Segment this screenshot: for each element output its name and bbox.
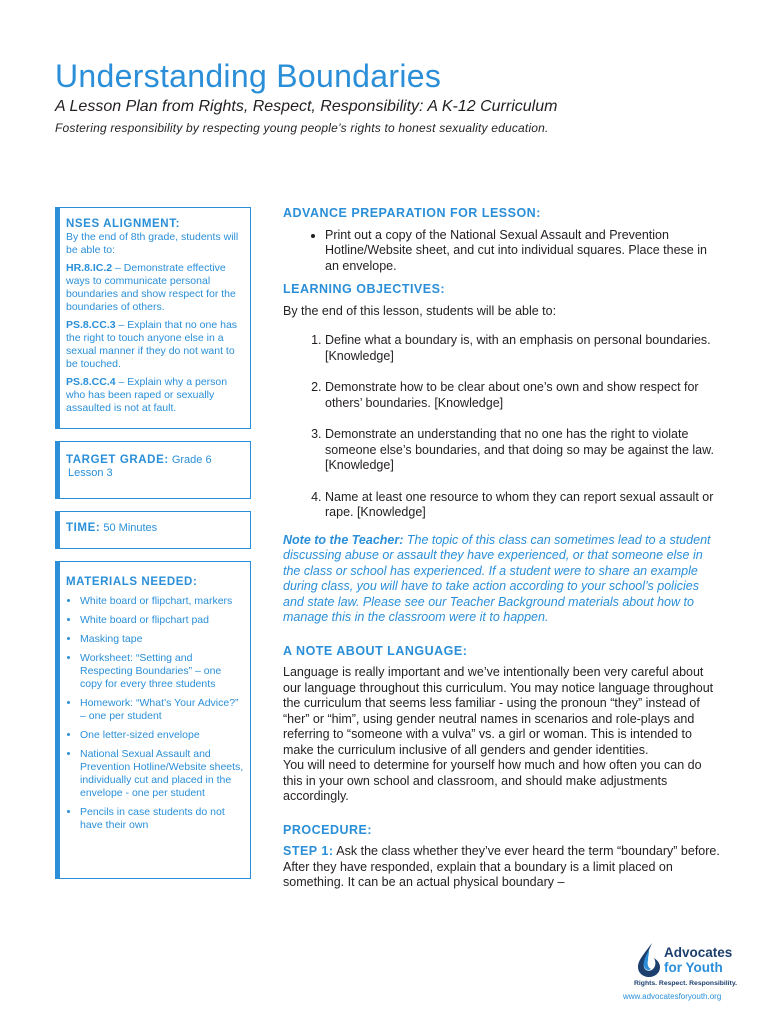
- nses-intro: By the end of 8th grade, students will be able to:: [66, 231, 239, 256]
- materials-list: [66, 595, 244, 832]
- standard-code: HR.8.IC.2: [66, 262, 113, 274]
- list-item: • Print out a copy of the National Sexual Assault and Prevention Hotline/Website sheet, and cut into individual squares. Place these in an envelope.: [325, 228, 723, 275]
- page-subtitle: A Lesson Plan from Rights, Respect, Responsibility: A K-12 Curriculum: [55, 98, 558, 115]
- language-heading: A NOTE ABOUT LANGUAGE:: [283, 643, 468, 658]
- step-text: Ask the class whether they’ve ever heard the term “boundary” before. After they have responded, explain that a boundary is a limit placed on something. It can be an actual physical boundary –: [283, 844, 720, 889]
- nses-standard: [66, 376, 244, 415]
- time-value: 50 Minutes: [100, 522, 158, 534]
- list-item: • National Sexual Assault and Prevention Hotline/Website sheets, individually cut and placed in the envelope - one per student: [80, 748, 244, 800]
- advance-prep-list: [283, 228, 723, 275]
- standard-code: PS.8.CC.4: [66, 376, 116, 388]
- standard-text: – Explain that no one has the right to touch anyone else in a sexual manner if they do not want to be touched.: [66, 319, 238, 370]
- nses-heading: NSES ALIGNMENT:: [66, 218, 180, 230]
- list-item: • One letter-sized envelope: [80, 729, 244, 742]
- standard-text: – Demonstrate effective ways to communicate personal boundaries and show respect for the boundaries of others.: [66, 262, 236, 313]
- list-item: • Masking tape: [80, 633, 244, 646]
- main-content: [283, 206, 723, 891]
- target-grade-value: Grade 6: [168, 454, 212, 466]
- logo-tagline: Rights. Respect. Responsibility.: [634, 980, 737, 987]
- teacher-note: [283, 533, 723, 626]
- nses-alignment-box: [55, 207, 251, 429]
- teacher-note-label: Note to the Teacher:: [283, 532, 404, 547]
- time-heading: TIME:: [66, 522, 101, 534]
- website-link[interactable]: www.advocatesforyouth.org: [623, 992, 722, 1001]
- objectives-intro: By the end of this lesson, students will be able to:: [283, 303, 557, 318]
- list-item: • Worksheet: “Setting and Respecting Boundaries” – one copy for every three students: [80, 652, 244, 691]
- lesson-number: Lesson 3: [68, 467, 113, 479]
- nses-standard: [66, 262, 244, 314]
- materials-box: [55, 561, 251, 879]
- page-title: Understanding Boundaries: [55, 58, 442, 94]
- time-box: [55, 511, 251, 549]
- target-grade-box: [55, 441, 251, 499]
- teacher-note-text: The topic of this class can sometimes lead to a student discussing abuse or assault they have experienced, or that someone else in the class or school has experienced. If a student were to share an example during class, you will have to take action according to your school’s policies and state law. Please see our Teacher Background materials about how to manage this in the classroom were it to happen.: [283, 532, 711, 624]
- target-grade-heading: TARGET GRADE:: [66, 454, 169, 466]
- page-tagline: Fostering responsibility by respecting young people’s rights to honest sexuality education.: [55, 121, 549, 135]
- language-paragraph: Language is really important and we’ve intentionally been very careful about our language throughout this curriculum. You may notice language throughout the curriculum that seems less familiar - using the pronoun “they” instead of “her” or “him”, using gender neutral names in scenarios and role-plays and referring to “someone with a vulva” vs. a girl or woman. This is intended to make the curriculum inclusive of all genders and gender identities.: [283, 665, 714, 757]
- sidebar: [55, 207, 251, 891]
- list-item: 3. Demonstrate an understanding that no one has the right to violate someone else’s boundaries, and that doing so may be against the law. [Knowledge]: [325, 427, 723, 474]
- objectives-heading: LEARNING OBJECTIVES:: [283, 282, 446, 296]
- standard-code: PS.8.CC.3: [66, 319, 116, 331]
- list-item: • White board or flipchart pad: [80, 614, 244, 627]
- list-item: 2. Demonstrate how to be clear about one’s own and show respect for others’ boundaries. [Knowledge]: [325, 380, 723, 411]
- step-label: STEP 1:: [283, 844, 334, 858]
- logo-name-line1: Advocates: [664, 945, 733, 960]
- logo-name-line2: for Youth: [664, 960, 723, 975]
- list-item: 1. Define what a boundary is, with an emphasis on personal boundaries. [Knowledge]: [325, 333, 723, 364]
- list-item: 4. Name at least one resource to whom they can report sexual assault or rape. [Knowledge]: [325, 490, 723, 521]
- list-item: • White board or flipchart, markers: [80, 595, 244, 608]
- droplet-icon: [634, 942, 662, 978]
- language-paragraph: You will need to determine for yourself how much and how often you can do this in your own school and classroom, and should make adjustments accordingly.: [283, 758, 702, 803]
- advance-prep-heading: ADVANCE PREPARATION FOR LESSON:: [283, 206, 541, 220]
- list-item: • Homework: “What’s Your Advice?” – one per student: [80, 697, 244, 723]
- standard-text: – Explain why a person who has been raped or sexually assaulted is not at fault.: [66, 376, 228, 414]
- objectives-list: [283, 333, 723, 521]
- nses-standard: [66, 319, 244, 371]
- materials-heading: MATERIALS NEEDED:: [66, 576, 198, 588]
- procedure-heading: PROCEDURE:: [283, 822, 373, 837]
- procedure-step: [283, 844, 723, 891]
- list-item: • Pencils in case students do not have their own: [80, 806, 244, 832]
